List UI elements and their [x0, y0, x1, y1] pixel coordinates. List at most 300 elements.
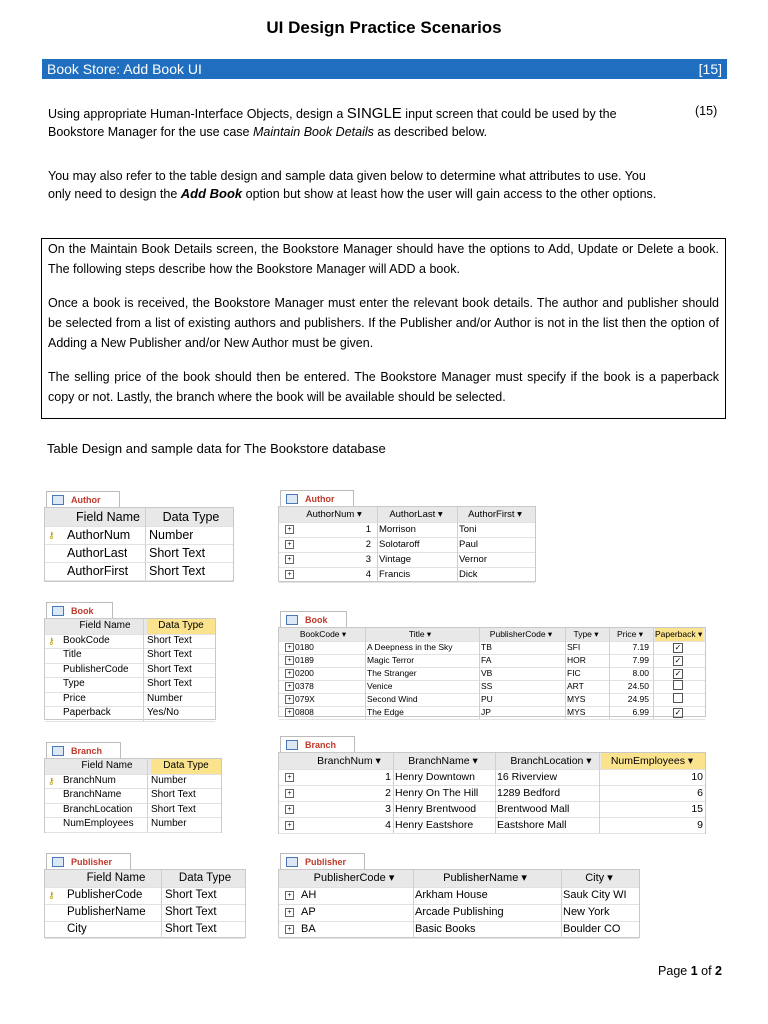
column-separator: [599, 753, 600, 769]
column-separator: [145, 508, 146, 526]
table-cell: 0189: [295, 655, 314, 665]
expand-row-button[interactable]: +: [285, 540, 294, 549]
table-tab-label: Book: [71, 606, 94, 616]
column-separator: [653, 693, 654, 706]
table-tab[interactable]: [46, 742, 121, 759]
table-cell: SS: [481, 681, 493, 691]
table-cell: Sauk City WI: [563, 889, 627, 901]
expand-row-button[interactable]: +: [285, 925, 294, 934]
marks-label: (15): [695, 104, 718, 118]
column-header: Paperback ▾: [655, 629, 703, 639]
paperback-checkbox[interactable]: [673, 680, 683, 690]
column-separator: [479, 667, 480, 680]
scenario-paragraph: The selling price of the book should then be entered. The Bookstore Manager must specify if the book is a paperback copy or not. Lastly, the branch where the book will be available should be selected.: [48, 370, 719, 404]
table-row: [45, 677, 215, 693]
column-separator: [161, 870, 162, 887]
table-cell: 0200: [295, 668, 314, 678]
paperback-checkbox[interactable]: [673, 693, 683, 703]
table-cell: Type: [63, 678, 85, 689]
scenario-paragraph: Once a book is received, the Bookstore Manager must enter the relevant book details. The author and publisher should be selected from a list of existing authors and publishers. If the Publisher and/or Author is not in the list then the option of Adding a New Publisher and/or New Author must be given.: [48, 296, 719, 350]
page-title: UI Design Practice Scenarios: [266, 18, 502, 37]
table-cell: BranchName: [63, 789, 122, 800]
table-cell: Short Text: [165, 923, 217, 935]
expand-row-button[interactable]: +: [285, 682, 294, 691]
table-row: [279, 785, 705, 802]
table-cell: Brentwood Mall: [497, 803, 570, 815]
table-tab[interactable]: [280, 853, 365, 870]
column-separator: [609, 667, 610, 680]
table-cell: Price: [63, 692, 86, 704]
table-section-heading: Table Design and sample data for The Bookstore database: [47, 441, 386, 456]
section-header: [42, 59, 727, 79]
column-separator: [393, 817, 394, 833]
expand-row-button[interactable]: +: [285, 908, 294, 917]
column-separator: [365, 667, 366, 680]
data-grid: [278, 627, 706, 717]
table-cell: AH: [301, 889, 317, 901]
table-cell: HOR: [567, 655, 586, 665]
table-cell: FA: [481, 655, 492, 665]
table-cell: 3: [365, 554, 371, 565]
column-separator: [143, 634, 144, 649]
table-row: [45, 663, 215, 679]
column-separator: [161, 887, 162, 904]
table-row: [45, 887, 245, 905]
data-table-publisher: [278, 851, 640, 938]
column-header: AuthorNum ▾: [306, 509, 362, 520]
table-cell: Short Text: [147, 663, 192, 675]
column-separator: [653, 654, 654, 667]
expand-row-button[interactable]: +: [285, 570, 294, 579]
column-header: AuthorFirst ▾: [468, 509, 522, 520]
column-separator: [365, 654, 366, 667]
column-header: BranchNum ▾: [317, 755, 381, 767]
table-cell: 1: [365, 524, 371, 535]
table-row: [45, 803, 221, 819]
column-separator: [377, 522, 378, 537]
column-separator: [413, 870, 414, 887]
table-row: [279, 693, 705, 707]
table-cell: Yes/No: [147, 707, 179, 718]
table-tab-label: Branch: [305, 740, 337, 750]
column-separator: [565, 693, 566, 706]
column-header: NumEmployees ▾: [601, 753, 705, 769]
expand-row-button[interactable]: +: [285, 821, 294, 830]
table-cell: 0808: [295, 707, 314, 717]
design-grid: [44, 507, 234, 582]
table-cell: 4: [385, 819, 391, 831]
column-separator: [377, 537, 378, 552]
table-cell: 0378: [295, 681, 314, 691]
table-header-row: [279, 870, 639, 888]
table-cell: MYS: [567, 707, 586, 717]
design-grid: [44, 869, 246, 938]
column-separator: [145, 526, 146, 544]
data-grid: [278, 752, 706, 834]
key-icon: ⚷: [48, 890, 55, 900]
column-separator: [479, 654, 480, 667]
table-cell: 0180: [295, 642, 314, 652]
table-cell: Short Text: [165, 889, 217, 901]
design-grid: [44, 758, 222, 833]
column-header: Data Type: [178, 872, 232, 884]
table-tab[interactable]: [46, 853, 131, 870]
design-grid: [44, 618, 216, 720]
expand-row-button[interactable]: +: [285, 891, 294, 900]
column-separator: [393, 785, 394, 801]
expand-row-button[interactable]: +: [285, 708, 294, 717]
column-header: AuthorLast ▾: [389, 509, 443, 520]
table-row: [45, 774, 221, 790]
table-icon: [52, 857, 64, 867]
table-tab[interactable]: [46, 602, 113, 619]
key-icon: ⚷: [48, 775, 55, 786]
table-cell: A Deepness in the Sky: [367, 642, 453, 652]
column-header: Data Type: [147, 619, 215, 634]
table-cell: Henry Eastshore: [395, 819, 474, 831]
table-cell: Basic Books: [415, 923, 476, 935]
column-header: PublisherCode ▾: [313, 872, 395, 884]
design-table-book: [44, 600, 216, 720]
expand-row-button[interactable]: +: [285, 805, 294, 814]
table-cell: Short Text: [149, 546, 206, 560]
table-row: [45, 921, 245, 939]
table-tab-label: Author: [305, 494, 335, 504]
table-cell: Number: [149, 528, 194, 542]
table-row: [279, 522, 535, 538]
table-cell: Toni: [459, 524, 477, 535]
table-header-row: [45, 508, 233, 527]
table-row: [45, 817, 221, 833]
column-header: Data Type: [162, 510, 220, 524]
column-separator: [393, 753, 394, 769]
expand-row-button[interactable]: +: [285, 555, 294, 564]
table-cell: 1: [385, 771, 391, 783]
expand-row-button[interactable]: +: [285, 656, 294, 665]
column-separator: [479, 628, 480, 641]
table-cell: AuthorNum: [67, 528, 131, 542]
table-row: [279, 887, 639, 905]
table-row: [45, 526, 233, 545]
column-separator: [377, 507, 378, 522]
column-separator: [599, 801, 600, 817]
page-footer: Page 1 of 2: [658, 964, 722, 978]
column-header: Title ▾: [408, 629, 432, 639]
data-table-book: [278, 609, 706, 717]
table-cell: [655, 654, 703, 667]
column-separator: [377, 552, 378, 567]
column-header: Field Name: [86, 872, 146, 884]
table-cell: Short Text: [151, 803, 196, 815]
column-separator: [147, 788, 148, 803]
table-cell: Arcade Publishing: [415, 906, 504, 918]
key-icon: ⚷: [48, 530, 55, 540]
table-row: [279, 641, 705, 655]
table-cell: Short Text: [165, 906, 217, 918]
table-tab-label: Publisher: [305, 857, 347, 867]
column-separator: [143, 677, 144, 692]
table-tab[interactable]: [280, 736, 355, 753]
column-header: Type ▾: [573, 629, 599, 639]
column-header: City ▾: [585, 872, 613, 884]
table-cell: Short Text: [147, 649, 192, 660]
design-table-author: [44, 489, 234, 582]
data-grid: [278, 506, 536, 582]
table-tab-label: Author: [71, 495, 101, 505]
column-separator: [147, 759, 148, 774]
table-cell: ART: [567, 681, 584, 691]
expand-row-button[interactable]: +: [285, 525, 294, 534]
table-row: [45, 692, 215, 708]
column-separator: [561, 870, 562, 887]
column-separator: [599, 769, 600, 785]
scenario-box: [41, 238, 726, 419]
column-separator: [565, 654, 566, 667]
table-cell: [655, 706, 703, 719]
table-icon: [286, 740, 298, 750]
column-separator: [609, 654, 610, 667]
column-separator: [457, 567, 458, 582]
expand-row-button[interactable]: +: [285, 643, 294, 652]
paperback-checkbox[interactable]: ✓: [674, 643, 682, 652]
column-separator: [495, 785, 496, 801]
table-cell: AP: [301, 906, 316, 918]
table-icon: [286, 857, 298, 867]
table-cell: 16 Riverview: [497, 771, 558, 783]
table-tab-label: Book: [305, 615, 328, 625]
instruction-paragraph-1: Using appropriate Human-Interface Objects, design a SINGLE input screen that could be used by the Bookstore Manager for the use case Maintain Book Details as described below.: [48, 105, 617, 139]
column-separator: [145, 562, 146, 580]
table-cell: Short Text: [151, 789, 196, 800]
table-header-row: [45, 619, 215, 635]
table-row: [45, 904, 245, 922]
table-tab-label: Publisher: [71, 857, 113, 867]
column-separator: [365, 641, 366, 654]
column-header: PublisherCode ▾: [489, 629, 553, 639]
table-cell: 079X: [295, 694, 315, 704]
column-separator: [143, 692, 144, 707]
table-cell: 1289 Bedford: [497, 787, 561, 799]
table-cell: PU: [481, 694, 493, 704]
table-cell: 4: [365, 569, 371, 580]
design-table-branch: [44, 740, 222, 833]
column-separator: [393, 801, 394, 817]
expand-row-button[interactable]: +: [285, 669, 294, 678]
table-row: [45, 562, 233, 581]
column-header: Field Name: [79, 620, 131, 631]
table-tab[interactable]: [280, 611, 347, 628]
table-tab[interactable]: [280, 490, 354, 507]
column-separator: [653, 628, 654, 641]
table-row: [45, 634, 215, 650]
table-cell: BranchLocation: [63, 803, 133, 815]
table-row: [279, 667, 705, 681]
table-cell: 24.50: [627, 681, 649, 691]
table-cell: 15: [691, 803, 703, 815]
column-separator: [365, 706, 366, 719]
paperback-checkbox[interactable]: ✓: [674, 708, 682, 717]
table-cell: Magic Terror: [367, 655, 415, 665]
table-cell: Paperback: [63, 707, 111, 718]
table-cell: 10: [691, 771, 703, 783]
column-separator: [393, 769, 394, 785]
column-header: Data Type: [151, 759, 221, 774]
column-separator: [365, 680, 366, 693]
table-cell: 8.00: [632, 668, 649, 678]
column-separator: [565, 706, 566, 719]
table-row: [45, 788, 221, 804]
column-separator: [495, 753, 496, 769]
table-row: [279, 817, 705, 834]
column-separator: [457, 537, 458, 552]
paperback-checkbox[interactable]: ✓: [674, 669, 682, 678]
table-cell: 24.95: [627, 694, 649, 704]
table-cell: SFI: [567, 642, 581, 652]
table-cell: 3: [385, 803, 391, 815]
table-cell: Paul: [459, 539, 479, 550]
table-cell: Dick: [459, 569, 478, 580]
column-separator: [147, 774, 148, 789]
section-label: Book Store: Add Book UI: [47, 61, 202, 77]
column-separator: [143, 706, 144, 721]
table-row: [279, 552, 535, 568]
table-cell: VB: [481, 668, 493, 678]
column-separator: [565, 680, 566, 693]
table-cell: BA: [301, 923, 316, 935]
column-separator: [653, 706, 654, 719]
table-cell: 6: [697, 787, 703, 799]
expand-row-button[interactable]: +: [285, 789, 294, 798]
table-cell: Francis: [379, 569, 411, 580]
column-header: BranchName ▾: [408, 755, 478, 767]
table-cell: 9: [697, 819, 703, 831]
column-separator: [479, 706, 480, 719]
table-cell: PublisherCode: [63, 663, 129, 675]
column-separator: [479, 641, 480, 654]
table-cell: 7.99: [632, 655, 649, 665]
table-cell: The Stranger: [367, 668, 417, 678]
table-cell: Number: [151, 774, 187, 786]
table-row: [279, 537, 535, 553]
column-separator: [479, 680, 480, 693]
table-cell: Title: [63, 649, 82, 660]
table-cell: Short Text: [149, 564, 206, 578]
table-cell: Short Text: [147, 678, 192, 689]
column-separator: [599, 785, 600, 801]
table-cell: Vernor: [459, 554, 487, 565]
table-tab[interactable]: [46, 491, 120, 508]
table-cell: Boulder CO: [563, 923, 621, 935]
column-separator: [653, 680, 654, 693]
column-header: PublisherName ▾: [443, 872, 527, 884]
column-separator: [413, 887, 414, 904]
scenario-paragraph: On the Maintain Book Details screen, the Bookstore Manager should have the options to Add, Update or Delete a book. The following steps describe how the Bookstore Manager will ADD a book.: [48, 242, 719, 276]
column-separator: [143, 663, 144, 678]
table-row: [279, 680, 705, 694]
table-icon: [52, 495, 64, 505]
table-cell: City: [67, 923, 87, 935]
table-cell: Eastshore Mall: [497, 819, 567, 831]
table-cell: Second Wind: [367, 694, 418, 704]
table-cell: TB: [481, 642, 492, 652]
table-row: [279, 921, 639, 939]
column-separator: [377, 567, 378, 582]
key-icon: ⚷: [48, 635, 55, 646]
table-cell: NumEmployees: [63, 818, 134, 829]
column-separator: [495, 801, 496, 817]
column-separator: [495, 769, 496, 785]
table-cell: The Edge: [367, 707, 404, 717]
data-table-branch: [278, 734, 706, 834]
table-icon: [286, 615, 298, 625]
design-table-publisher: [44, 851, 246, 938]
table-cell: 2: [385, 787, 391, 799]
column-separator: [147, 817, 148, 832]
table-cell: AuthorFirst: [67, 564, 129, 578]
section-marks: [15]: [698, 61, 722, 77]
column-separator: [147, 803, 148, 818]
table-cell: [655, 667, 703, 680]
column-separator: [145, 544, 146, 562]
column-separator: [365, 693, 366, 706]
column-separator: [609, 693, 610, 706]
table-icon: [52, 606, 64, 616]
paperback-checkbox[interactable]: ✓: [674, 656, 682, 665]
column-separator: [457, 552, 458, 567]
table-cell: 6.99: [632, 707, 649, 717]
table-cell: [655, 641, 703, 654]
column-separator: [495, 817, 496, 833]
column-separator: [565, 628, 566, 641]
table-cell: BookCode: [63, 634, 110, 646]
table-row: [45, 648, 215, 664]
table-cell: JP: [481, 707, 491, 717]
table-header-row: [279, 628, 705, 642]
table-header-row: [279, 753, 705, 770]
column-separator: [653, 667, 654, 680]
table-cell: New York: [563, 906, 610, 918]
table-cell: 2: [365, 539, 371, 550]
column-separator: [609, 706, 610, 719]
column-header: Field Name: [81, 760, 133, 771]
table-row: [45, 544, 233, 563]
column-separator: [143, 619, 144, 634]
table-row: [279, 904, 639, 922]
expand-row-button[interactable]: +: [285, 773, 294, 782]
table-cell: Henry On The Hill: [395, 787, 479, 799]
table-cell: Number: [147, 692, 183, 704]
table-header-row: [279, 507, 535, 523]
column-header: BookCode ▾: [299, 629, 347, 639]
column-separator: [457, 522, 458, 537]
column-separator: [161, 921, 162, 938]
table-cell: MYS: [567, 694, 586, 704]
column-separator: [413, 921, 414, 938]
instruction-paragraph-2: You may also refer to the table design and sample data given below to determine what attributes to use. You only need to design the Add Book option but show at least how the user will gain access to the other options.: [48, 169, 657, 201]
table-icon: [286, 494, 298, 504]
column-separator: [653, 641, 654, 654]
column-separator: [565, 641, 566, 654]
column-separator: [561, 887, 562, 904]
column-separator: [609, 628, 610, 641]
column-separator: [365, 628, 366, 641]
expand-row-button[interactable]: +: [285, 695, 294, 704]
table-cell: Solotaroff: [379, 539, 420, 550]
table-cell: PublisherName: [67, 906, 146, 918]
table-row: [279, 706, 705, 720]
table-row: [279, 567, 535, 583]
data-grid: [278, 869, 640, 938]
